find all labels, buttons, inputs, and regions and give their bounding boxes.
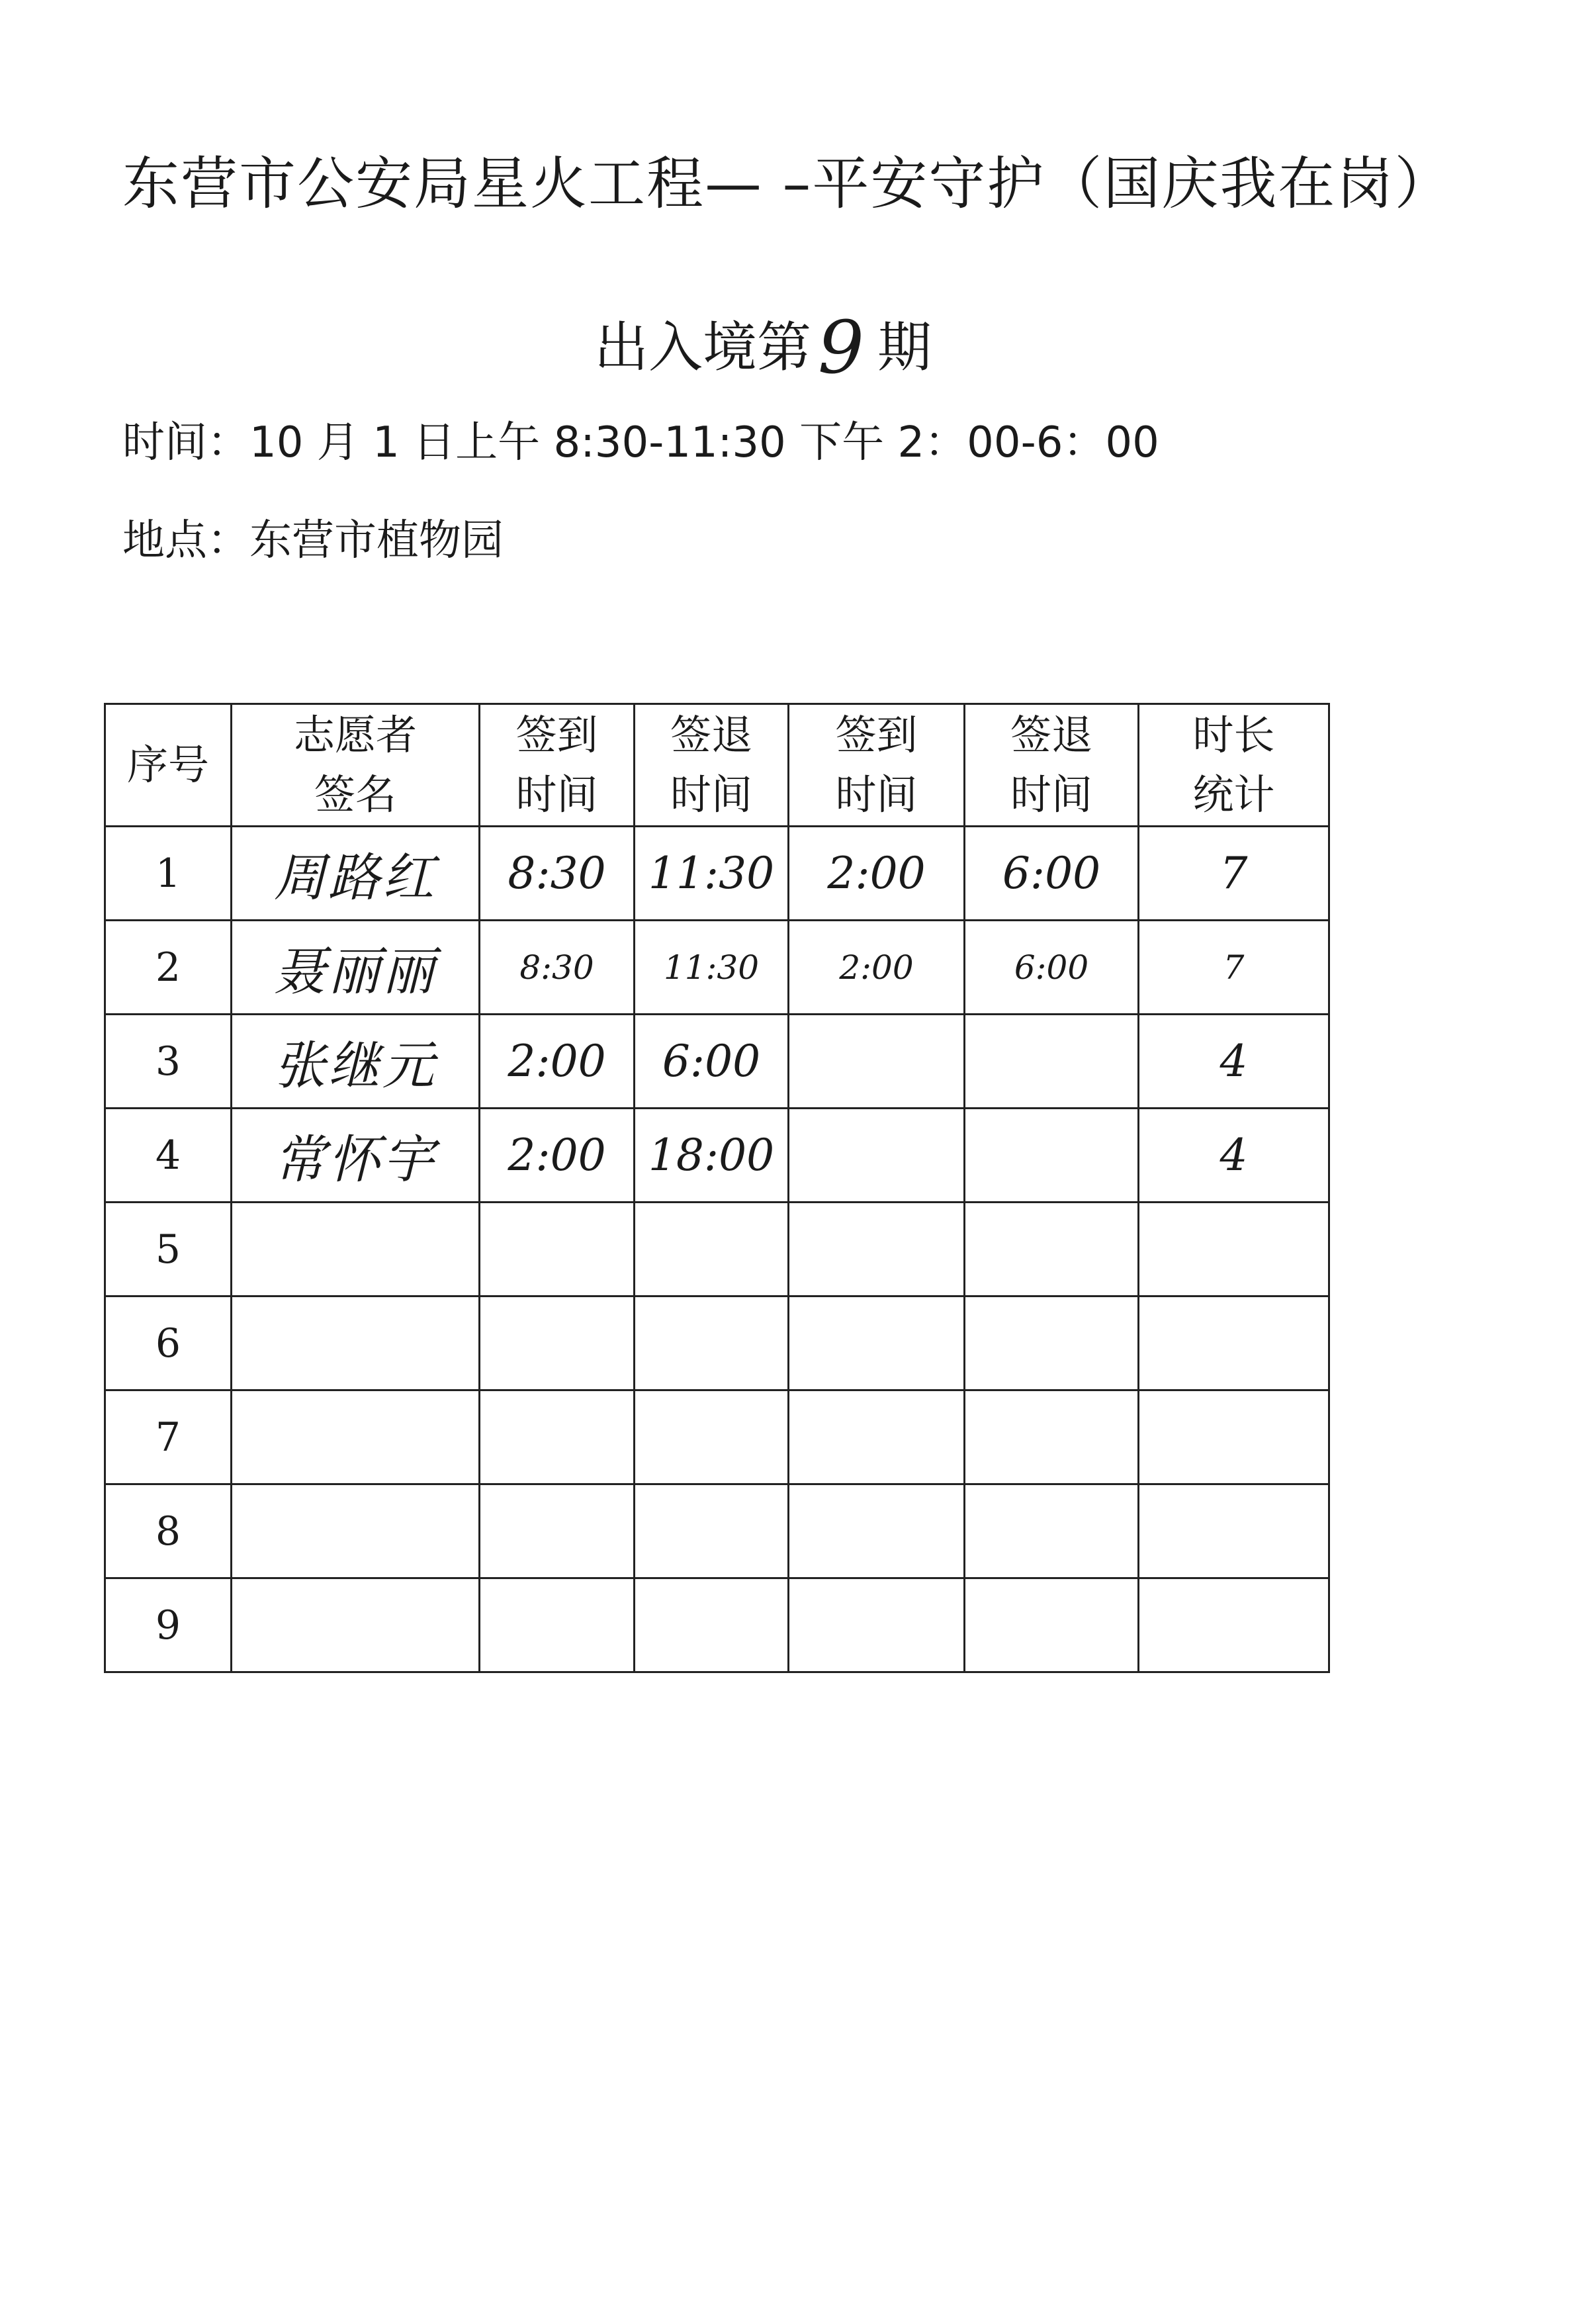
sign-in-time-1 xyxy=(480,1203,635,1296)
sign-in-time-2 xyxy=(789,1296,965,1390)
sign-out-time-2 xyxy=(965,1203,1139,1296)
sign-out-time-1: 18:00 xyxy=(635,1109,789,1203)
place-line: 地点：东营市植物园 xyxy=(122,516,504,565)
document-title: 东营市公安局星火工程— –平安守护（国庆我在岗） xyxy=(122,151,1453,217)
row-index: 3 xyxy=(105,1015,232,1109)
table-row xyxy=(105,827,1329,921)
sign-in-time-1: 2:00 xyxy=(480,1109,635,1203)
duration-total xyxy=(1139,1484,1329,1578)
sign-out-time-1 xyxy=(635,1296,789,1390)
table-row xyxy=(105,1015,1329,1109)
row-index: 7 xyxy=(105,1390,232,1484)
sign-out-time-2 xyxy=(965,1109,1139,1203)
sign-in-table xyxy=(104,703,1330,1673)
duration-total xyxy=(1139,1296,1329,1390)
duration-total xyxy=(1139,1578,1329,1672)
sign-in-time-1 xyxy=(480,1296,635,1390)
row-index: 8 xyxy=(105,1484,232,1578)
row-index: 1 xyxy=(105,827,232,921)
header-sign-in-time-2: 签到 时间 xyxy=(789,704,965,827)
sign-out-time-2 xyxy=(965,1015,1139,1109)
table-row xyxy=(105,1109,1329,1203)
issue-number-handwritten: 9 xyxy=(818,305,865,390)
issue-line xyxy=(594,304,932,390)
table-header-row xyxy=(105,704,1329,827)
header-sign-in-time-1: 签到 时间 xyxy=(480,704,635,827)
volunteer-signature xyxy=(232,1578,480,1672)
sign-out-time-2 xyxy=(965,1578,1139,1672)
table-body xyxy=(105,827,1329,1672)
table-row xyxy=(105,1484,1329,1578)
sign-out-time-2 xyxy=(965,1296,1139,1390)
sign-in-time-1 xyxy=(480,1484,635,1578)
volunteer-signature: 周路红 xyxy=(232,827,480,921)
sign-out-time-1: 11:30 xyxy=(635,921,789,1015)
sign-out-time-1 xyxy=(635,1484,789,1578)
volunteer-signature xyxy=(232,1390,480,1484)
header-sign-out-time-2: 签退 时间 xyxy=(965,704,1139,827)
sign-in-time-2 xyxy=(789,1015,965,1109)
sign-out-time-1 xyxy=(635,1390,789,1484)
table-row xyxy=(105,1390,1329,1484)
duration-total: 7 xyxy=(1139,827,1329,921)
sign-in-time-1: 8:30 xyxy=(480,827,635,921)
sign-out-time-2 xyxy=(965,1390,1139,1484)
header-volunteer-signature: 志愿者 签名 xyxy=(232,704,480,827)
sign-out-time-1 xyxy=(635,1578,789,1672)
sign-in-time-2 xyxy=(789,1484,965,1578)
sign-out-time-1 xyxy=(635,1203,789,1296)
sign-in-time-1 xyxy=(480,1578,635,1672)
issue-prefix: 出入境第 xyxy=(594,316,812,379)
sign-out-time-1: 11:30 xyxy=(635,827,789,921)
sign-out-time-2 xyxy=(965,1484,1139,1578)
header-index: 序号 xyxy=(105,704,232,827)
table-row xyxy=(105,1578,1329,1672)
header-duration-total: 时长 统计 xyxy=(1139,704,1329,827)
sign-out-time-2: 6:00 xyxy=(965,827,1139,921)
sign-in-time-1 xyxy=(480,1390,635,1484)
sign-in-time-1: 2:00 xyxy=(480,1015,635,1109)
duration-total: 7 xyxy=(1139,921,1329,1015)
volunteer-signature: 张继元 xyxy=(232,1015,480,1109)
row-index: 2 xyxy=(105,921,232,1015)
sign-in-time-1: 8:30 xyxy=(480,921,635,1015)
duration-total: 4 xyxy=(1139,1109,1329,1203)
duration-total: 4 xyxy=(1139,1015,1329,1109)
volunteer-signature: 常怀宇 xyxy=(232,1109,480,1203)
sign-in-time-2: 2:00 xyxy=(789,827,965,921)
sign-in-time-2: 2:00 xyxy=(789,921,965,1015)
duration-total xyxy=(1139,1203,1329,1296)
issue-suffix: 期 xyxy=(877,316,932,379)
duration-total xyxy=(1139,1390,1329,1484)
sign-in-time-2 xyxy=(789,1578,965,1672)
table-row xyxy=(105,1203,1329,1296)
sign-out-time-2: 6:00 xyxy=(965,921,1139,1015)
row-index: 9 xyxy=(105,1578,232,1672)
sign-in-time-2 xyxy=(789,1390,965,1484)
table-row xyxy=(105,1296,1329,1390)
volunteer-signature xyxy=(232,1203,480,1296)
volunteer-signature: 聂丽丽 xyxy=(232,921,480,1015)
row-index: 4 xyxy=(105,1109,232,1203)
volunteer-signature xyxy=(232,1484,480,1578)
volunteer-signature xyxy=(232,1296,480,1390)
row-index: 5 xyxy=(105,1203,232,1296)
sign-in-time-2 xyxy=(789,1203,965,1296)
table-row xyxy=(105,921,1329,1015)
sign-in-time-2 xyxy=(789,1109,965,1203)
sign-out-time-1: 6:00 xyxy=(635,1015,789,1109)
header-sign-out-time-1: 签退 时间 xyxy=(635,704,789,827)
time-line: 时间：10 月 1 日上午 8:30-11:30 下午 2：00-6：00 xyxy=(122,418,1159,467)
row-index: 6 xyxy=(105,1296,232,1390)
